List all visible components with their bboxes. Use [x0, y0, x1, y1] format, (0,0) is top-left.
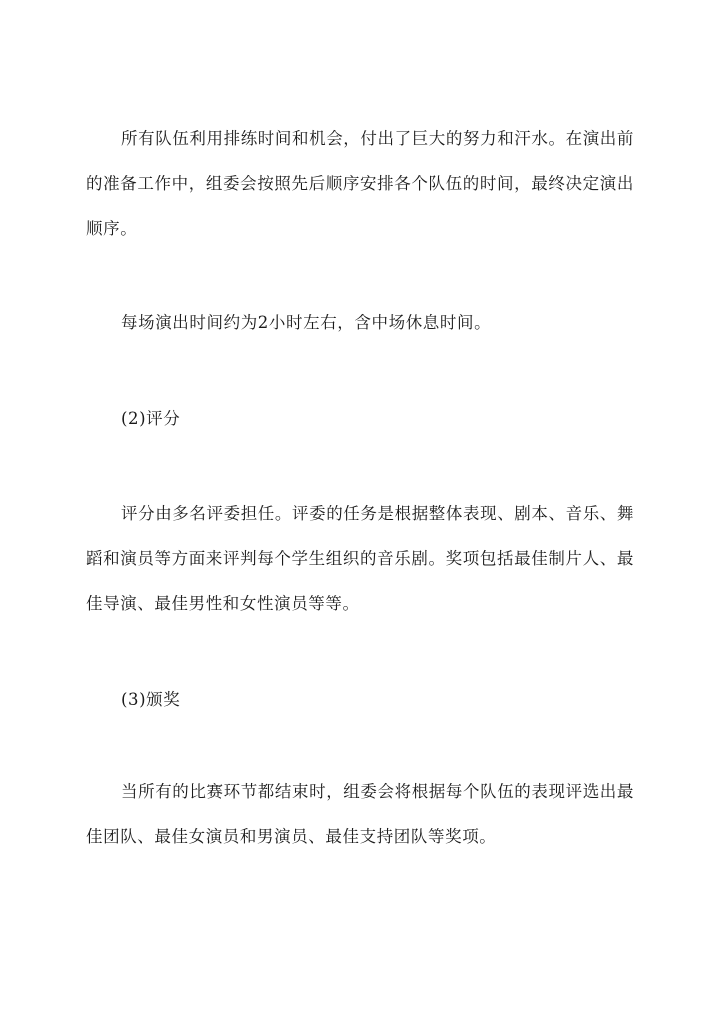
section-heading-scoring: (2)评分: [121, 409, 181, 428]
paragraph-awards: 当所有的比赛环节都结束时，组委会将根据每个队伍的表现评选出最佳团队、最佳女演员和男演员、最佳支持团队等奖项。: [86, 782, 634, 846]
paragraph-scoring: 评分由多名评委担任。评委的任务是根据整体表现、剧本、音乐、舞蹈和演员等方面来评判每个学生组织的音乐剧。奖项包括最佳制片人、最佳导演、最佳男性和女性演员等等。: [86, 504, 634, 613]
paragraph-preparation: 所有队伍利用排练时间和机会，付出了巨大的努力和汗水。在演出前的准备工作中，组委会按照先后顺序安排各个队伍的时间，最终决定演出顺序。: [86, 129, 634, 238]
paragraph-duration: 每场演出时间约为2小时左右，含中场休息时间。: [121, 313, 492, 332]
section-heading-awards: (3)颁奖: [121, 690, 181, 709]
